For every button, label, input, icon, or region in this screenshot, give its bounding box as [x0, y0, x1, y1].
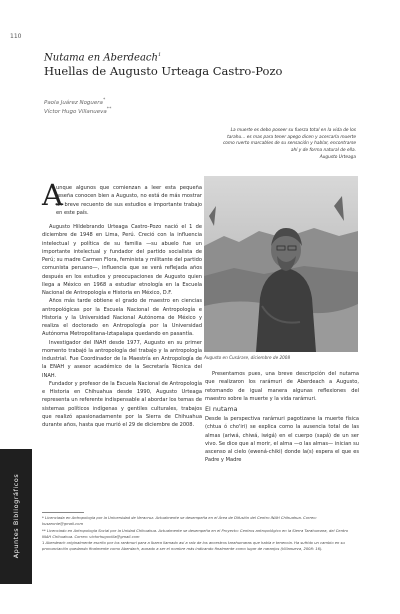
- footnote-text: Licenciado en Antropología Social por la Unidad Chihuahua. Actualmente se desempeña en el Proyecto: Centros antropológico en la Sierra Tarahumara, del Centro INAH Chihuahua. Correo: victorhugovilla@gmail.com: [42, 528, 349, 539]
- left-column: [42, 223, 202, 429]
- article-title-rarámuri: [44, 52, 161, 63]
- paragraph: Augusto Hildebrando Urteaga Castro-Pozo nació el 1 de diciembre de 1948 en Lima, Perú. Creció con la influencia intelectual y política de su familia —su abuelo fue un importante intelectual y fundador del partido socialista de Perú; su madre Carmen Flora, feminista y militante del partido comunista peruano—, influencia que se verá reflejada años después en los estudios y preocupaciones de Augusto quien llega a México en 1968 a estudiar etnología en la Escuela Nacional de Antropología e Historia en México, D.F.: [42, 224, 202, 296]
- drop-cap: A: [42, 178, 63, 212]
- author-mark: **: [106, 107, 112, 112]
- page-number: 110: [10, 33, 22, 40]
- title-line1: Nutama en Aberdeach: [44, 52, 158, 64]
- paragraph: Desde la perspectiva rarámuri pagotizane la muerte física (chtua ó cho'iri) se explica como la ausencia total de las almas (ariwá, chiwá, iwigá) en el cuerpo (sapá) de un ser vivo. Se dice que al morir, el alma —o las almas— inician su ascenso al cielo (ewená-chiki) donde la(s) espera el que es Padre y Madre: [205, 416, 359, 464]
- author-name: Paola Juárez Noguera: [44, 99, 103, 106]
- paragraph: Presentamos pues, una breve descripción del nutama que realizaron los rarámuri de Aberdeach a Augusto, retomando de igual manera algunas reflexiones del maestro sobre la muerte y la vida rarámuri.: [205, 371, 359, 402]
- right-column-body: [205, 415, 359, 465]
- footnote-mark: *: [42, 516, 44, 520]
- side-tab-label: Apuntes Bibliográficos: [12, 473, 20, 559]
- epigraph: [222, 128, 356, 161]
- author-2: [44, 107, 111, 115]
- photo-augusto: [204, 176, 358, 352]
- paragraph: Años más tarde obtiene el grado de maestro en ciencias antropológicas por la Escuela Nacional de Antropología e Historia y la Universidad Nacional Autónoma de México y realiza el doctorado en Antropología por la Universidad Autónoma Metropolitana-Iztapalapa quedando en pasantía.: [42, 298, 202, 338]
- article-title: Huellas de Augusto Urteaga Castro-Pozo: [44, 64, 283, 78]
- footnote-text: Licenciada en Antropología por la Universidad de Veracruz. Actualmente se desempeña en el Área de Difusión del Centro INAH Chihuahua. Correo: kusaronie@gmail.com: [42, 516, 317, 526]
- footnote: [42, 528, 358, 540]
- footnote-divider: [42, 512, 84, 513]
- author-mark: *: [102, 98, 106, 103]
- intro-text: unque algunos que comienzan a leer esta pequeña reseña conocen bien a Augusto, no está de más mostrar un breve recuento de sus estudios e importante trabajo en este país.: [56, 185, 202, 216]
- paragraph: Investigador del INAH desde 1977, Augusto en su primer momento trabajó la antropología del trabajo y la antropología industrial. Fue Coordinador de la Maestría en Antropología de la ENAH y asesor académico de la Secretaría Técnica del INAH.: [42, 339, 202, 379]
- photo-caption: Augusto en Cusárare, diciembre de 2008: [204, 355, 291, 360]
- footnote-mark: **: [42, 528, 46, 533]
- footnote-mark: 1: [42, 541, 45, 545]
- footnotes: [42, 515, 358, 553]
- portrait-photo: [204, 176, 358, 352]
- epigraph-source: Augusto Urteaga: [319, 154, 356, 160]
- intro-paragraph: [56, 184, 202, 217]
- epigraph-text: La muerte es debo poseer su fuerza total en la vida de los tarahu... es mas para tener apego dicen y acercarla muerte como ruerto marcables de su sensación y hablar, encontrarse ahí y de forma natural de ella.: [222, 128, 356, 153]
- footnote: [42, 515, 358, 527]
- footnote: [42, 540, 358, 552]
- footnote-text: Aberdeach originalmente escrito por los rarámuri para a Ibarra llamado así a raíz de los ancestros tarahumaras que había e tenencia. Ha sufrido un cambio en su pronunciación quedando finalmente como Aberdach, aunado a ser el nombre más indicando finalmente como lugar de naranjos (Villanueva, 2008: 16).: [42, 541, 345, 551]
- author-name: Víctor Hugo Villanueva: [44, 108, 107, 115]
- paragraph: Fundador y profesor de la Escuela Nacional de Antropología e Historia en Chihuahua desde 1990, Augusto Urteaga representa un referente indispensable al abordar los temas de sistemas políticos indígenas y gentiles culturales, trabajos que realizó apasionadamente por la Sierra de Chihuahua durante años, hasta que murió el 29 de diciembre de 2008.: [42, 380, 202, 428]
- author-1: [44, 98, 105, 106]
- section-heading: El nutama: [205, 405, 238, 413]
- right-column-intro: [205, 370, 359, 403]
- title-footnote-mark: 1: [157, 52, 162, 58]
